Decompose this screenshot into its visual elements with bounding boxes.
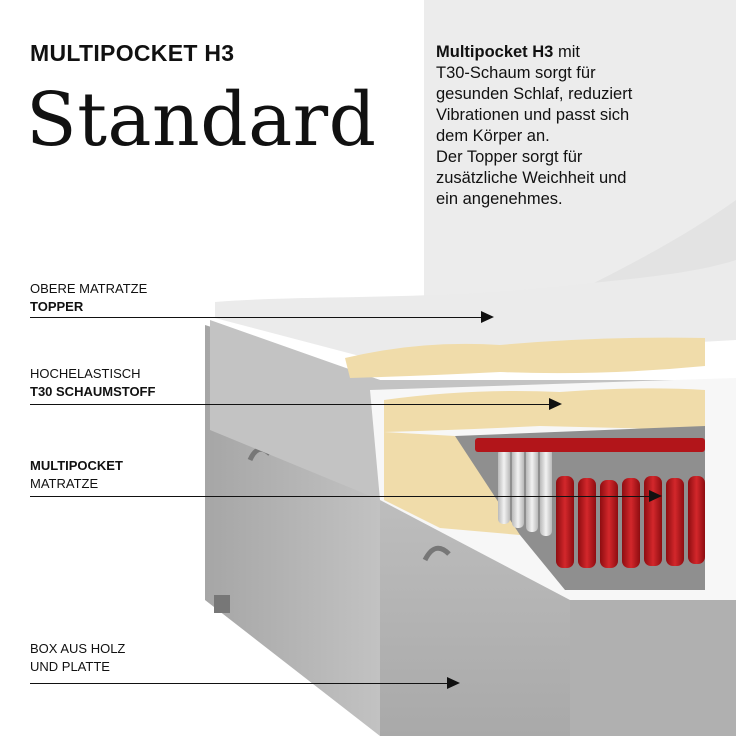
layer-label-box [30, 640, 125, 676]
product-description [436, 42, 726, 210]
t30-foam-layer [384, 388, 705, 432]
layer-label-line: BOX AUS HOLZ [30, 641, 126, 656]
page-title: Standard [26, 77, 377, 163]
arrow-t30 [30, 404, 560, 405]
arrow-box [30, 683, 458, 684]
description-text: dem Körper an. [436, 127, 550, 145]
description-text: mit [553, 43, 580, 61]
layer-label-line: UND PLATTE [30, 659, 110, 674]
description-text: Der Topper sorgt für [436, 148, 583, 166]
product-eyebrow: MULTIPOCKET H3 [30, 40, 235, 66]
layer-label-topper [30, 280, 147, 316]
description-text: ein angenehmes. [436, 190, 563, 208]
layer-label-line-bold: MULTIPOCKET [30, 458, 123, 473]
description-text: T30-Schaum sorgt für [436, 64, 596, 82]
layer-label-line: HOCHELASTISCH [30, 366, 141, 381]
description-text: Vibrationen und passt sich [436, 106, 630, 124]
arrow-topper [30, 317, 492, 318]
description-text: zusätzliche Weichheit und [436, 169, 627, 187]
layer-label-line: OBERE MATRATZE [30, 281, 148, 296]
layer-label-t30 [30, 365, 155, 401]
description-bold: Multipocket H3 [436, 43, 554, 61]
arrow-multipocket [30, 496, 660, 497]
layer-label-line-bold: TOPPER [30, 299, 84, 314]
layer-label-line: MATRATZE [30, 476, 99, 491]
description-text: gesunden Schlaf, reduziert [436, 85, 633, 103]
layer-label-line-bold: T30 SCHAUMSTOFF [30, 384, 156, 399]
layer-label-multipocket [30, 457, 123, 493]
box-leg [214, 595, 230, 613]
